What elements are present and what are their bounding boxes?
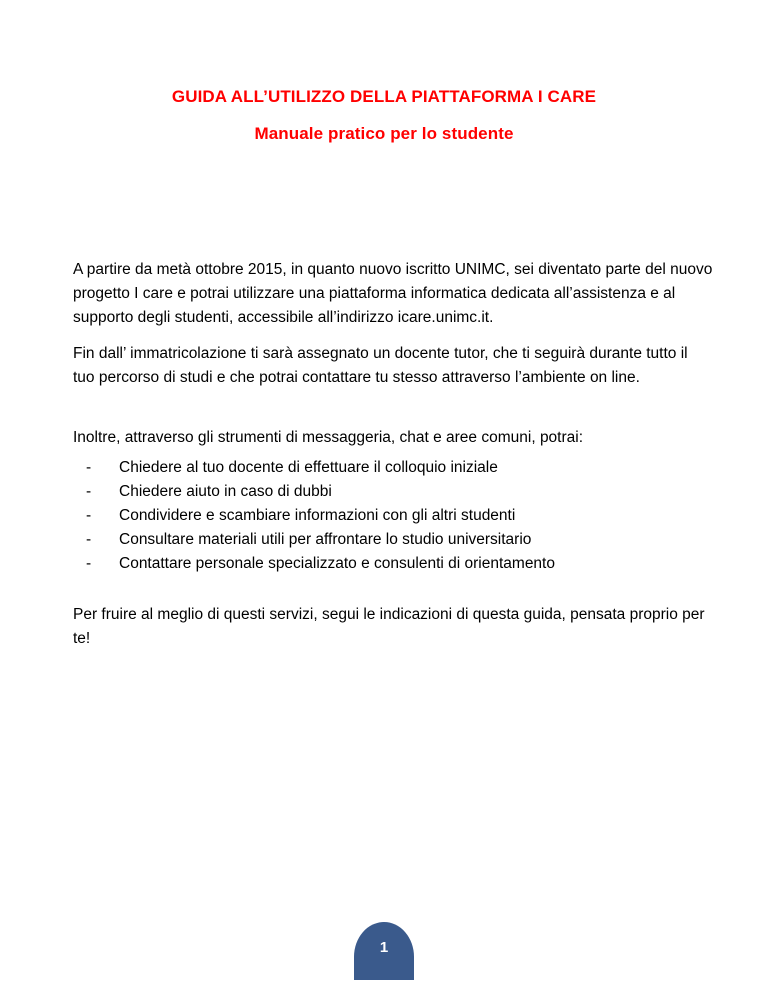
list-item-text: Contattare personale specializzato e consulenti di orientamento xyxy=(119,555,555,572)
paragraph-tutor: Fin dall’ immatricolazione ti sarà assegnato un docente tutor, che ti seguirà durante tutto il tuo percorso di studi e che potrai contattare tu stesso attraverso l’ambiente on line. xyxy=(73,345,688,386)
list-item xyxy=(73,504,713,528)
paragraph-closing: Per fruire al meglio di questi servizi, segui le indicazioni di questa guida, pensata proprio per te! xyxy=(73,606,705,647)
list-item-text: Condividere e scambiare informazioni con gli altri studenti xyxy=(119,507,516,524)
page-number-badge: 1 xyxy=(354,922,414,980)
bullet-dash: - xyxy=(86,459,92,476)
paragraph-intro: A partire da metà ottobre 2015, in quanto nuovo iscritto UNIMC, sei diventato parte del nuovo progetto I care e potrai utilizzare una piattaforma informatica dedicata all’assistenza e al supporto degli studenti, accessibile all’indirizzo icare.unimc.it. xyxy=(73,261,713,326)
list-item-text: Consultare materiali utili per affrontare lo studio universitario xyxy=(119,531,532,548)
list-item xyxy=(73,528,713,552)
list-item-text: Chiedere aiuto in caso di dubbi xyxy=(119,483,332,500)
bullet-dash: - xyxy=(86,555,92,572)
list-item-text: Chiedere al tuo docente di effettuare il colloquio iniziale xyxy=(119,459,498,476)
paragraph-tools: Inoltre, attraverso gli strumenti di messaggeria, chat e aree comuni, potrai: xyxy=(73,429,584,446)
list-item xyxy=(73,480,713,504)
list-item xyxy=(73,456,713,480)
bullet-dash: - xyxy=(86,507,92,524)
list-item xyxy=(73,552,713,576)
bullet-dash: - xyxy=(86,531,92,548)
document-subtitle: Manuale pratico per lo studente xyxy=(254,124,514,143)
bullet-dash: - xyxy=(86,483,92,500)
document-title: GUIDA ALL’UTILIZZO DELLA PIATTAFORMA I CARE xyxy=(171,87,597,106)
bullet-list xyxy=(73,456,713,576)
